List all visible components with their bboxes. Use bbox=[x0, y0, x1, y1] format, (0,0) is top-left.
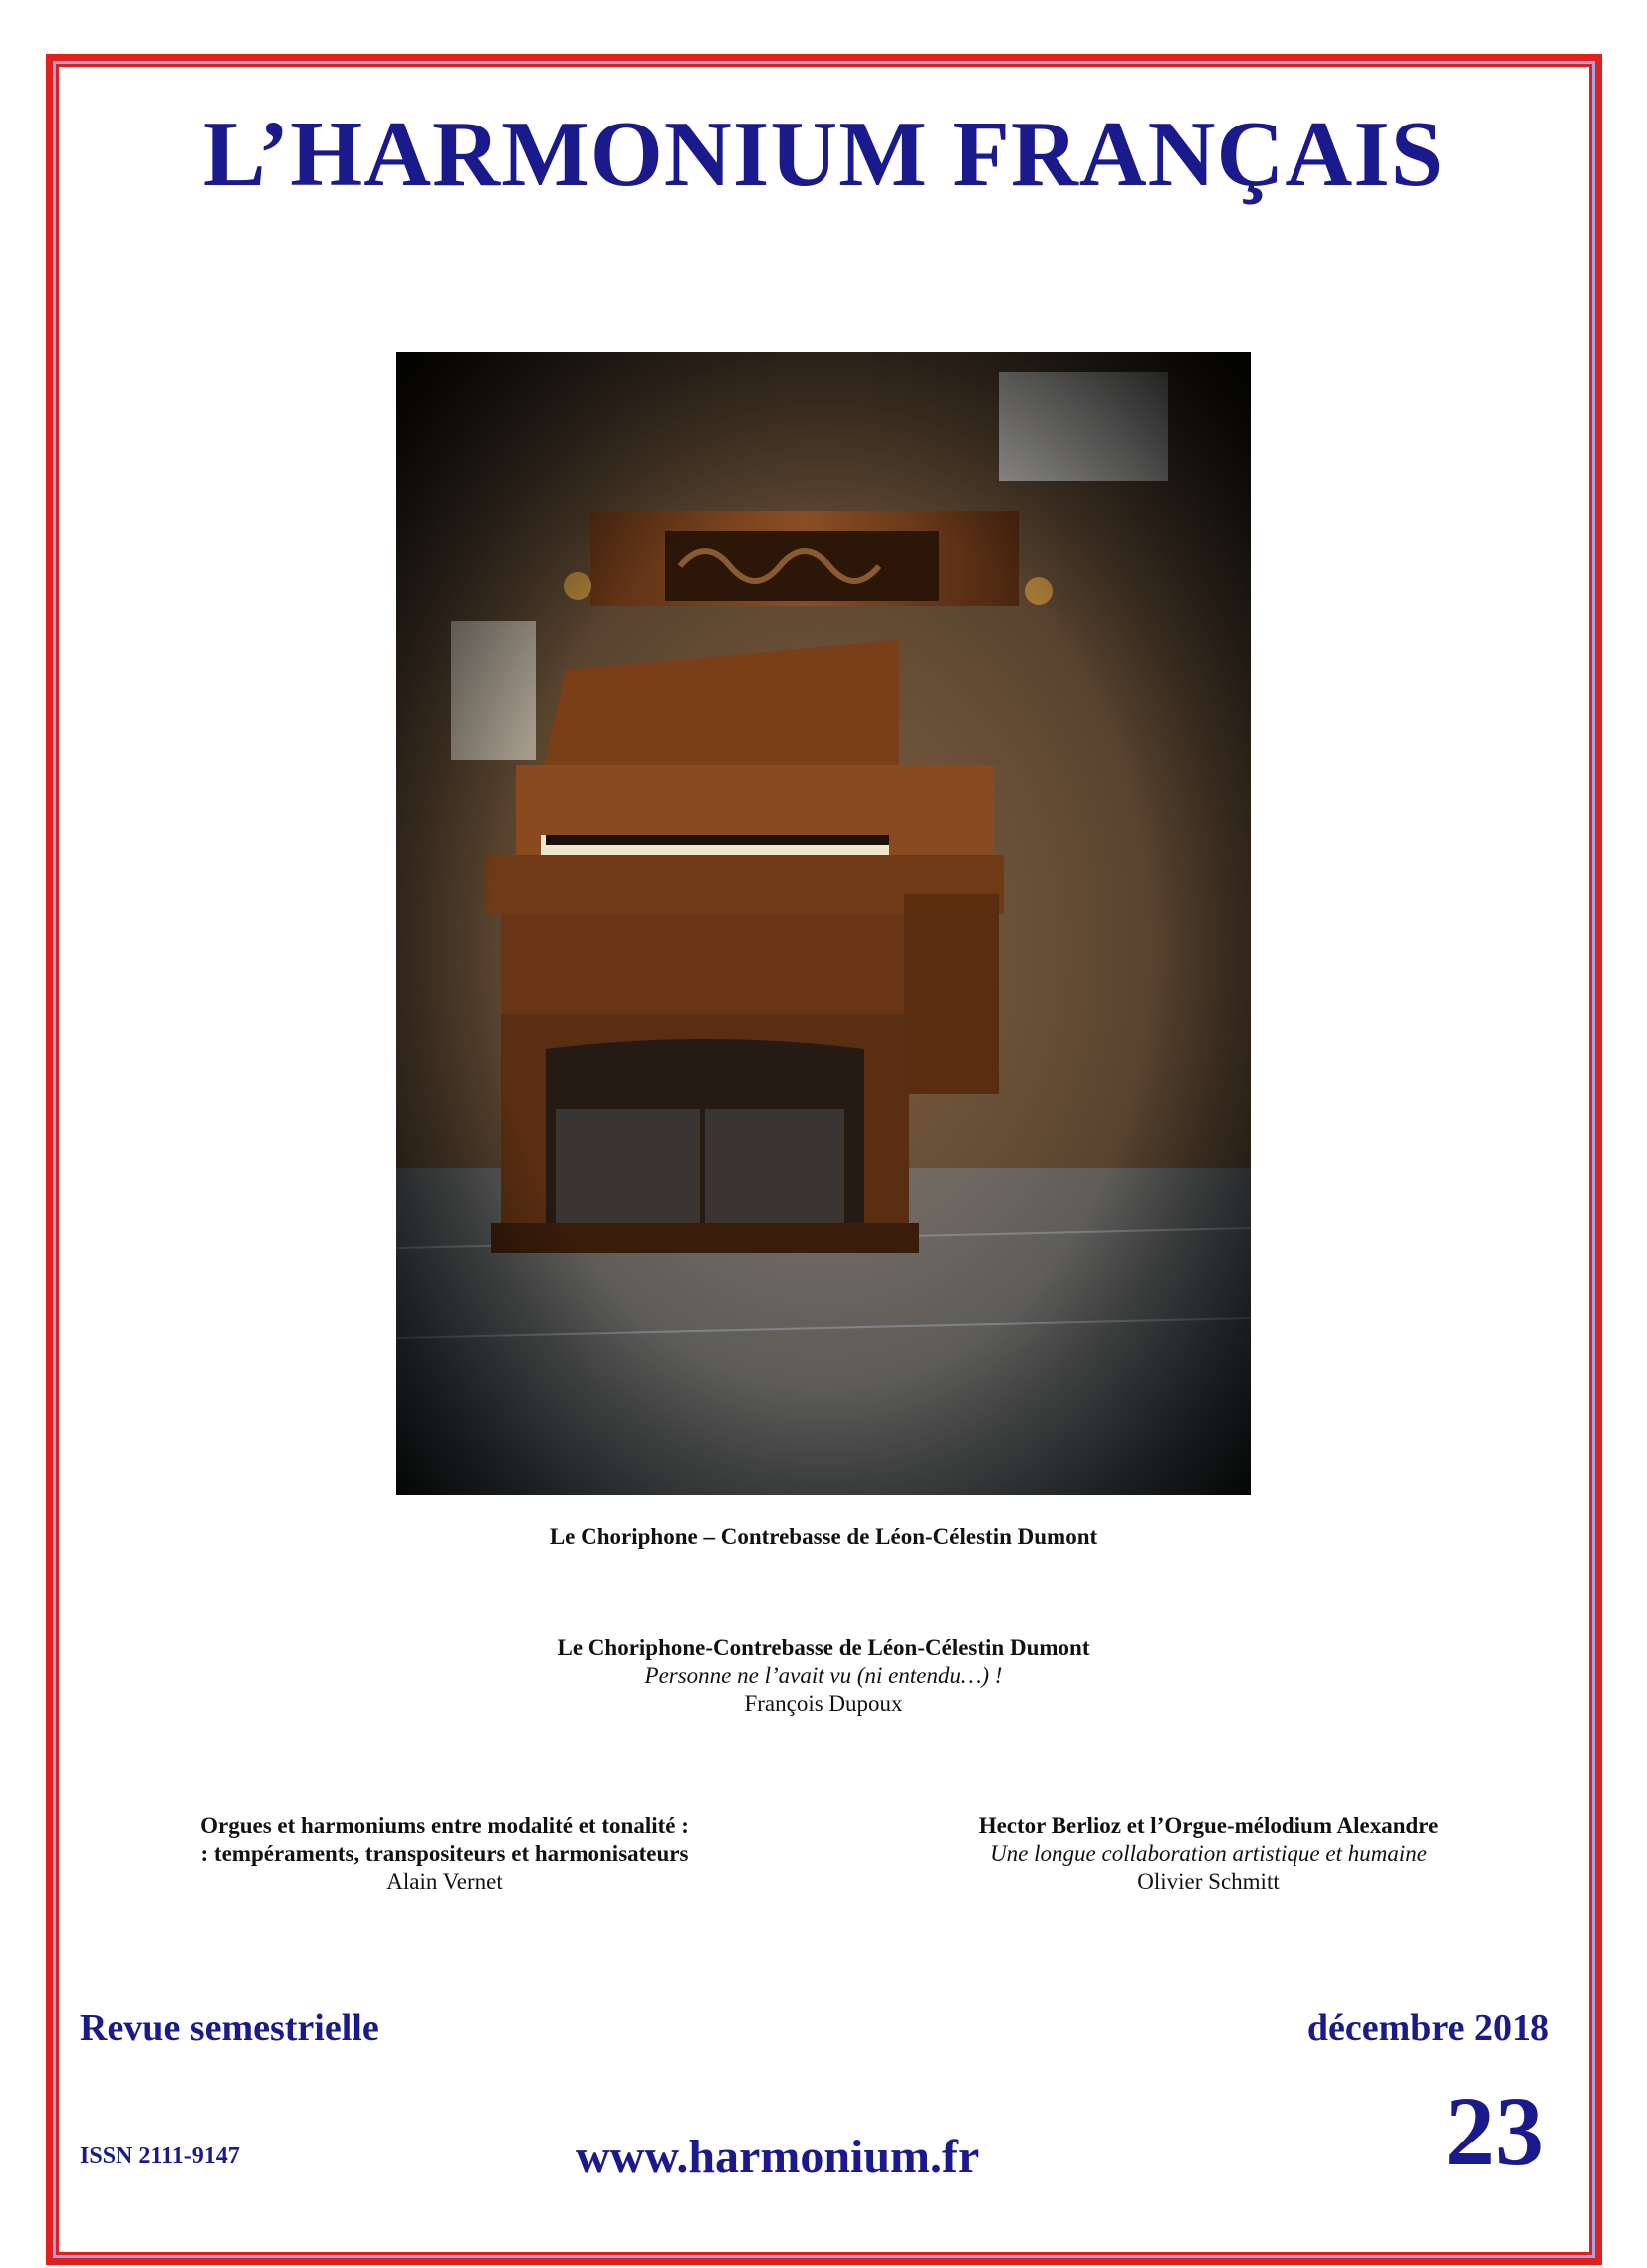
left-article-title-line1: Orgues et harmoniums entre modalité et tonalité : bbox=[200, 1813, 689, 1838]
feature-article-subtitle: Personne ne l’avait vu (ni entendu…) ! bbox=[644, 1663, 1003, 1688]
feature-article bbox=[425, 1635, 1222, 1718]
issue-number: 23 bbox=[1445, 2076, 1544, 2186]
feature-article-title: Le Choriphone-Contrebasse de Léon-Célestin Dumont bbox=[557, 1636, 1090, 1660]
left-article-author: Alain Vernet bbox=[386, 1869, 503, 1893]
photo-caption: Le Choriphone – Contrebasse de Léon-Célestin Dumont bbox=[549, 1524, 1098, 1549]
issn-label: ISSN 2111-9147 bbox=[80, 2143, 240, 2169]
right-article-author: Olivier Schmitt bbox=[1137, 1869, 1280, 1893]
feature-article-author: François Dupoux bbox=[744, 1691, 903, 1716]
periodicity-label: Revue semestrielle bbox=[80, 2007, 379, 2049]
issue-date: décembre 2018 bbox=[1306, 2007, 1549, 2049]
cover-photo bbox=[396, 352, 1251, 1495]
left-article-title-line2: : tempéraments, transpositeurs et harmonisateurs bbox=[200, 1841, 689, 1866]
website-link[interactable]: www.harmonium.fr bbox=[576, 2131, 980, 2183]
left-article bbox=[100, 1812, 790, 1895]
magazine-title: L’HARMONIUM FRANÇAIS bbox=[202, 103, 1445, 206]
right-article-title: Hector Berlioz et l’Orgue-mélodium Alexandre bbox=[978, 1813, 1439, 1838]
right-article-subtitle: Une longue collaboration artistique et humaine bbox=[990, 1841, 1427, 1866]
right-article bbox=[863, 1812, 1553, 1895]
